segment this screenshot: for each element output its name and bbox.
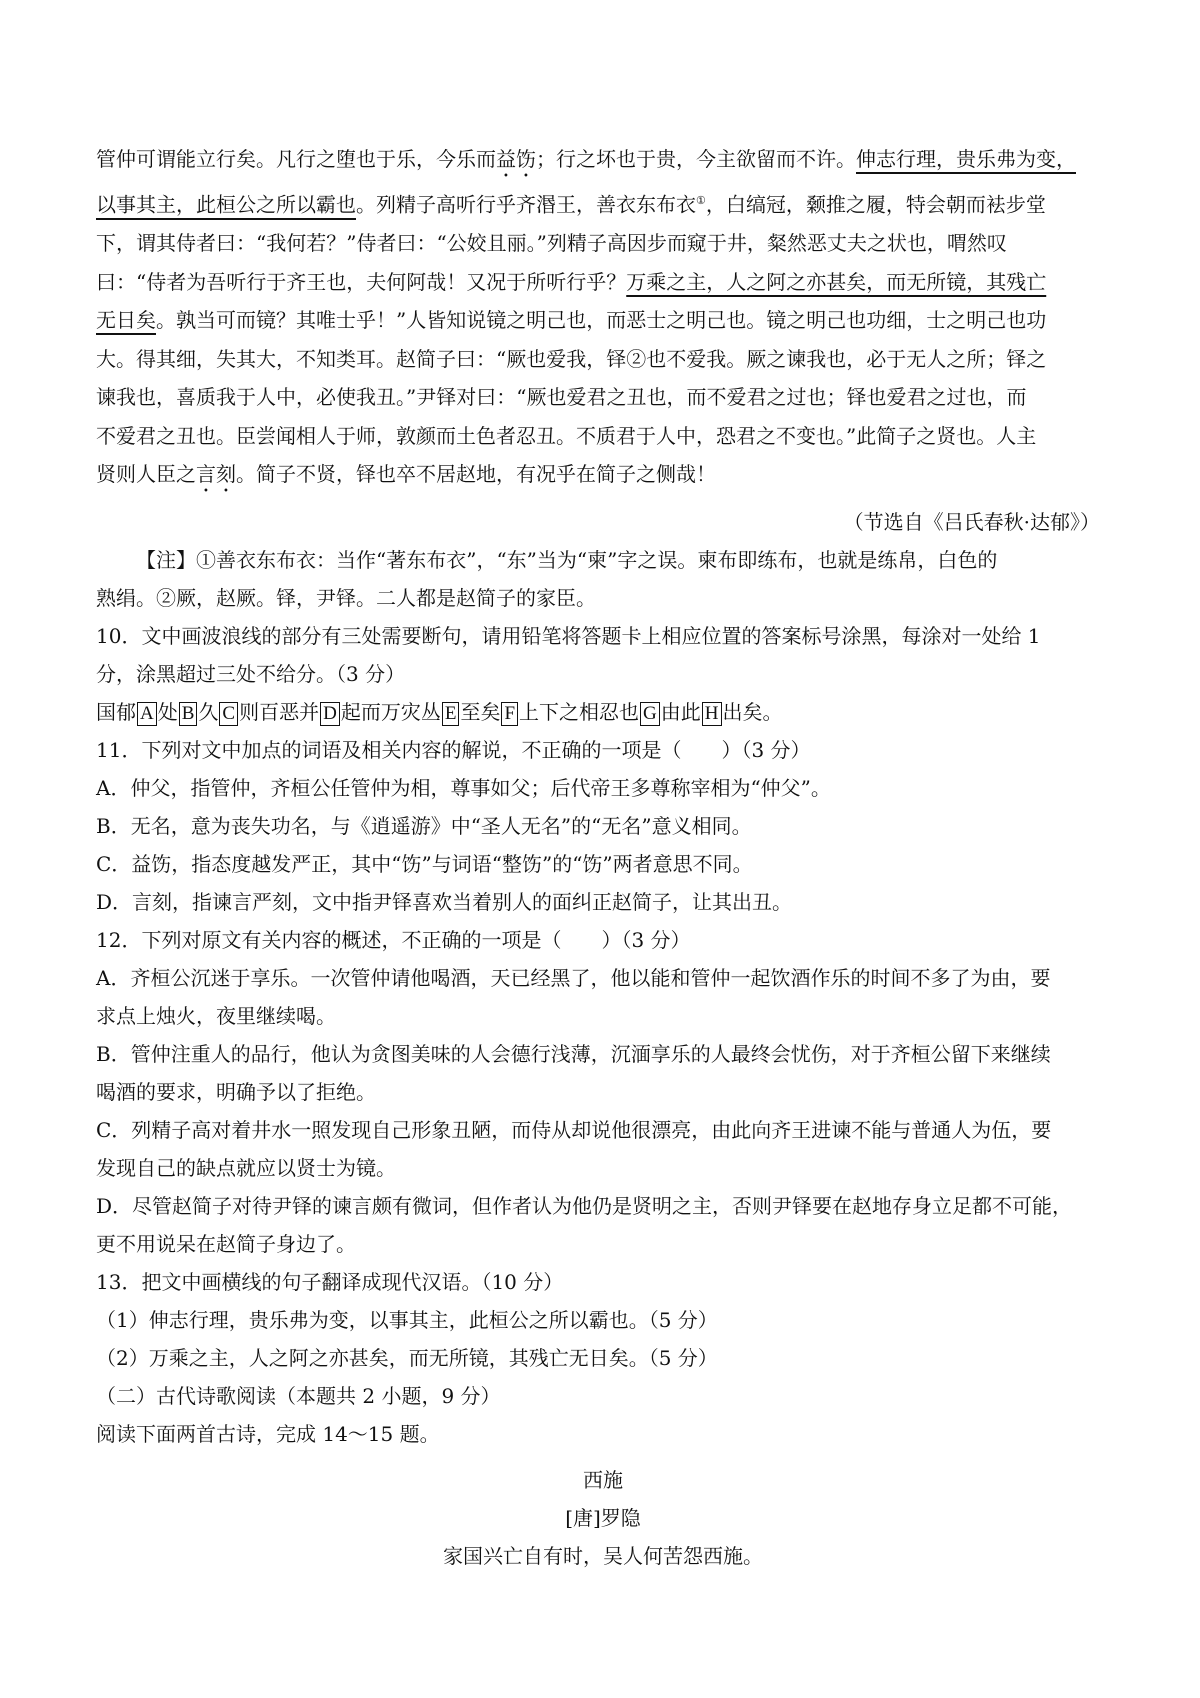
q10-sentence: 国郁 A 处 B 久 C 则百恶并 D 起而万灾丛 E 至矣 F 上下之相忍也 G 由此 H 出矣。 [96, 700, 783, 725]
passage-line-7: 谏我也，喜质我于人中，必使我丑。”尹铎对曰：“厥也爱君之丑也，而不爱君之过也；铎也爱君之过也，而 [96, 385, 1027, 410]
footnote-marker-1: ① [696, 194, 706, 207]
exam-page [96, 140, 1110, 1575]
option-box-b[interactable]: B [179, 702, 198, 726]
poem-block [96, 1461, 1110, 1575]
note-line-2: 熟绢。②厥，赵厥。铎，尹铎。二人都是赵简子的家臣。 [96, 586, 596, 611]
q12-option-a-line-2: 求点上烛火，夜里继续喝。 [96, 1004, 336, 1029]
option-box-d[interactable]: D [320, 702, 340, 726]
q11-option-d: D．言刻，指谏言严刻，文中指尹铎喜欢当着别人的面纠正赵简子，让其出丑。 [96, 890, 793, 915]
option-box-e[interactable]: E [442, 702, 460, 726]
passage-line-2: 以事其主，此桓公之所以霸也。列精子高听行乎齐湣王，善衣东布衣①，白缟冠，颡推之履，特会朝而袪步堂 [96, 192, 1046, 217]
poem-author: [唐]罗隐 [565, 1506, 641, 1531]
option-box-h[interactable]: H [702, 702, 722, 726]
passage-line-4: 曰：“侍者为吾听行于齐王也，夫何阿哉！又况于所听行乎？万乘之主，人之阿之亦甚矣，而无所镜，其残亡 [96, 269, 1047, 294]
q13-sentence-2: （2）万乘之主，人之阿之亦甚矣，而无所镜，其残亡无日矣。（5 分） [96, 1346, 718, 1371]
passage-line-3: 下，谓其侍者曰：“我何若？”侍者曰：“公姣且丽。”列精子高因步而窥于井，粲然恶丈夫之状也，喟然叹 [96, 231, 1007, 256]
q12-option-d-line-2: 更不用说呆在赵简子身边了。 [96, 1232, 356, 1257]
q12-option-b-line-2: 喝酒的要求，明确予以了拒绝。 [96, 1080, 376, 1105]
q13-stem: 13．把文中画横线的句子翻译成现代汉语。（10 分） [96, 1270, 564, 1295]
q11-option-a: A．仲父，指管仲，齐桓公任管仲为相，尊事如父；后代帝王多尊称宰相为“仲父”。 [96, 776, 831, 801]
passage-line-9: 贤则人臣之言刻。简子不贤，铎也卒不居赵地，有况乎在简子之侧哉！ [96, 462, 716, 487]
q13-sentence-1: （1）伸志行理，贵乐弗为变，以事其主，此桓公之所以霸也。（5 分） [96, 1308, 718, 1333]
underlined-sentence-1a: 伸志行理，贵乐弗为变， [856, 147, 1076, 171]
option-box-g[interactable]: G [640, 702, 660, 726]
passage-line-8: 不爱君之丑也。臣尝闻相人于师，敦颜而土色者忍丑。不质君于人中，恐君之不变也。”此简子之贤也。人主 [96, 423, 1037, 448]
q12-stem: 12．下列对原文有关内容的概述，不正确的一项是（ ）（3 分） [96, 928, 691, 953]
dotted-term-yishi: 益饬 [496, 147, 536, 171]
passage-line-5: 无日矣。孰当可而镜？其唯士乎！”人皆知说镜之明己也，而恶士之明己也。镜之明己也功细，士之明己也功 [96, 308, 1047, 333]
option-box-a[interactable]: A [137, 702, 157, 726]
q12-option-c-line-1: C．列精子高对着井水一照发现自己形象丑陋，而侍从却说他很漂亮，由此向齐王进谏不能与普通人为伍，要 [96, 1118, 1052, 1143]
q10-stem-line-2: 分，涂黑超过三处不给分。（3 分） [96, 662, 406, 687]
underlined-sentence-2b: 无日矣 [96, 308, 156, 333]
q11-option-c: C．益饬，指态度越发严正，其中“饬”与词语“整饬”的“饬”两者意思不同。 [96, 852, 753, 877]
section-2-intro: 阅读下面两首古诗，完成 14～15 题。 [96, 1422, 440, 1447]
dotted-term-yanke: 言刻 [196, 462, 236, 487]
passage-source: （节选自《吕氏春秋·达郁》） [843, 510, 1100, 535]
passage-line-1: 管仲可谓能立行矣。凡行之堕也于乐，今乐而益饬；行之坏也于贵，今主欲留而不许。伸志行理，贵乐弗为变， [96, 147, 1076, 171]
option-box-c[interactable]: C [219, 702, 238, 726]
q12-option-b-line-1: B．管仲注重人的品行，他认为贪图美味的人会德行浅薄，沉湎享乐的人最终会忧伤，对于齐桓公留下来继续 [96, 1042, 1051, 1067]
underlined-sentence-1b: 以事其主，此桓公之所以霸也 [96, 192, 356, 217]
q12-option-d-line-1: D．尽管赵简子对待尹铎的谏言颇有微词，但作者认为他仍是贤明之主，否则尹铎要在赵地存身立足都不可能， [96, 1194, 1073, 1219]
poem-title: 西施 [583, 1468, 623, 1493]
underlined-sentence-2a: 万乘之主，人之阿之亦甚矣，而无所镜，其残亡 [626, 269, 1047, 294]
note-line-1: 【注】①善衣东布衣：当作“著东布衣”，“东”当为“柬”字之误。柬布即练布，也就是练帛，白色的 [136, 548, 998, 573]
q10-stem-line-1: 10．文中画波浪线的部分有三处需要断句，请用铅笔将答题卡上相应位置的答案标号涂黑，每涂对一处给 1 [96, 624, 1041, 649]
q11-option-b: B．无名，意为丧失功名，与《逍遥游》中“圣人无名”的“无名”意义相同。 [96, 814, 752, 839]
section-2-title: （二）古代诗歌阅读（本题共 2 小题，9 分） [96, 1384, 501, 1409]
option-box-f[interactable]: F [501, 702, 518, 726]
q12-option-a-line-1: A．齐桓公沉迷于享乐。一次管仲请他喝酒，天已经黑了，他以能和管仲一起饮酒作乐的时间不多了为由，要 [96, 966, 1051, 991]
passage-line-6: 大。得其细，失其大，不知类耳。赵简子曰：“厥也爱我，铎②也不爱我。厥之谏我也，必于无人之所；铎之 [96, 346, 1047, 371]
q11-stem: 11．下列对文中加点的词语及相关内容的解说，不正确的一项是（ ）（3 分） [96, 738, 811, 763]
q12-option-c-line-2: 发现自己的缺点就应以贤士为镜。 [96, 1156, 396, 1181]
poem-line-1: 家国兴亡自有时，吴人何苦怨西施。 [443, 1544, 763, 1569]
